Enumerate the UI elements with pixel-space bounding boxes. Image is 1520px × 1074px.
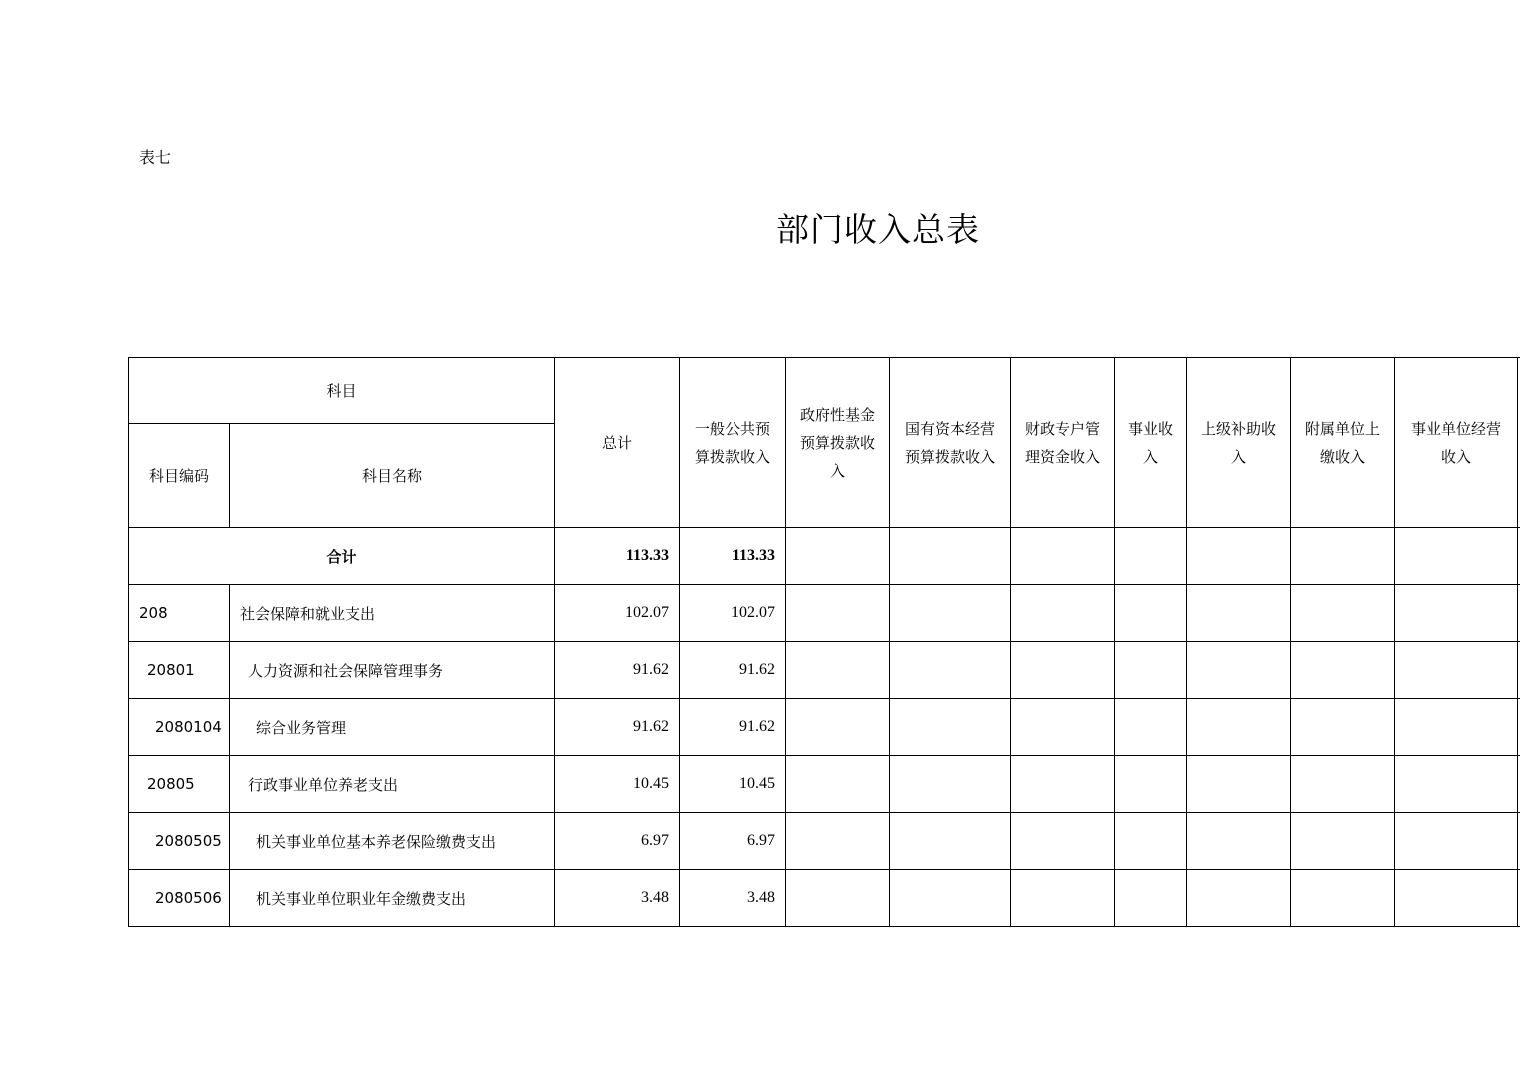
empty-cell (786, 756, 890, 813)
empty-cell (890, 870, 1011, 927)
empty-cell (1395, 528, 1518, 585)
table-label: 表七 (139, 148, 172, 167)
general-budget-cell: 10.45 (680, 756, 786, 813)
subject-name-cell: 行政事业单位养老支出 (230, 756, 555, 813)
table-row (129, 870, 1520, 927)
subject-code-cell: 2080505 (129, 813, 230, 870)
empty-cell (1115, 528, 1187, 585)
empty-cell (1115, 699, 1187, 756)
subject-name-cell: 机关事业单位基本养老保险缴费支出 (230, 813, 555, 870)
general-budget-cell: 6.97 (680, 813, 786, 870)
empty-cell (890, 699, 1011, 756)
gov-fund-header (786, 358, 890, 528)
subject-name-header: 科目名称 (230, 424, 555, 528)
empty-cell (786, 642, 890, 699)
empty-cell (1187, 585, 1291, 642)
empty-cell (1011, 585, 1115, 642)
table-row (129, 585, 1520, 642)
empty-cell (1115, 642, 1187, 699)
subject-code-cell: 20801 (129, 642, 230, 699)
empty-cell (1395, 585, 1518, 642)
empty-cell (1291, 528, 1395, 585)
subject-name-cell: 社会保障和就业支出 (230, 585, 555, 642)
general-budget-cell: 3.48 (680, 870, 786, 927)
empty-cell (1291, 585, 1395, 642)
empty-cell (1395, 756, 1518, 813)
empty-cell (1291, 699, 1395, 756)
total-cell: 3.48 (555, 870, 680, 927)
empty-cell (890, 528, 1011, 585)
page-title: 部门收入总表 (776, 210, 980, 249)
empty-cell (1187, 642, 1291, 699)
superior-subsidy-header (1187, 358, 1291, 528)
affiliated-remit-header-line-2: 缴收入 (1320, 447, 1366, 466)
institution-operating-header (1395, 358, 1518, 528)
empty-cell (786, 699, 890, 756)
total-row-general-budget: 113.33 (680, 528, 786, 585)
empty-cell (786, 870, 890, 927)
institution-income-header-line-1: 事业收 (1128, 419, 1174, 438)
total-cell: 102.07 (555, 585, 680, 642)
empty-cell (890, 813, 1011, 870)
empty-cell (1395, 870, 1518, 927)
superior-subsidy-header-line-2: 入 (1231, 447, 1247, 466)
total-row (129, 528, 1520, 585)
empty-cell (1291, 756, 1395, 813)
fiscal-special-header (1011, 358, 1115, 528)
gov-fund-header-line-1: 政府性基金 (800, 405, 876, 424)
empty-cell (786, 585, 890, 642)
empty-cell (1187, 756, 1291, 813)
total-cell: 6.97 (555, 813, 680, 870)
gov-fund-header-line-3: 入 (830, 461, 846, 480)
affiliated-remit-header-line-1: 附属单位上 (1305, 419, 1381, 438)
table-row (129, 699, 1520, 756)
general-budget-header-line-2: 算拨款收入 (695, 447, 771, 466)
subject-code-cell: 208 (129, 585, 230, 642)
general-budget-cell: 91.62 (680, 642, 786, 699)
general-budget-header (680, 358, 786, 528)
total-cell: 91.62 (555, 642, 680, 699)
empty-cell (1115, 870, 1187, 927)
empty-cell (786, 528, 890, 585)
table-row (129, 642, 1520, 699)
empty-cell (1011, 642, 1115, 699)
empty-cell (890, 756, 1011, 813)
fiscal-special-header-line-1: 财政专户管 (1025, 419, 1101, 438)
subject-code-cell: 2080104 (129, 699, 230, 756)
general-budget-cell: 102.07 (680, 585, 786, 642)
state-capital-header-line-2: 预算拨款收入 (905, 447, 996, 466)
empty-cell (786, 813, 890, 870)
empty-cell (1115, 585, 1187, 642)
empty-cell (1187, 528, 1291, 585)
empty-cell (1291, 813, 1395, 870)
empty-cell (1115, 813, 1187, 870)
total-row-label: 合计 (129, 528, 555, 585)
empty-cell (1395, 642, 1518, 699)
total-header: 总计 (555, 358, 680, 528)
subject-name-cell: 机关事业单位职业年金缴费支出 (230, 870, 555, 927)
subject-code-header: 科目编码 (129, 424, 230, 528)
subject-code-cell: 2080506 (129, 870, 230, 927)
fiscal-special-header-line-2: 理资金收入 (1025, 447, 1101, 466)
table-row (129, 756, 1520, 813)
general-budget-cell: 91.62 (680, 699, 786, 756)
empty-cell (1011, 699, 1115, 756)
total-row-total: 113.33 (555, 528, 680, 585)
institution-income-header (1115, 358, 1187, 528)
institution-operating-header-line-2: 收入 (1441, 447, 1472, 466)
empty-cell (1187, 813, 1291, 870)
total-cell: 91.62 (555, 699, 680, 756)
empty-cell (1011, 756, 1115, 813)
empty-cell (1291, 642, 1395, 699)
empty-cell (1395, 699, 1518, 756)
empty-cell (1115, 756, 1187, 813)
empty-cell (1187, 699, 1291, 756)
empty-cell (890, 585, 1011, 642)
empty-cell (1395, 813, 1518, 870)
subject-code-cell: 20805 (129, 756, 230, 813)
total-cell: 10.45 (555, 756, 680, 813)
subject-group-header: 科目 (129, 358, 555, 424)
empty-cell (1011, 813, 1115, 870)
empty-cell (1187, 870, 1291, 927)
empty-cell (1011, 870, 1115, 927)
superior-subsidy-header-line-1: 上级补助收 (1201, 419, 1277, 438)
empty-cell (1011, 528, 1115, 585)
empty-cell (1291, 870, 1395, 927)
state-capital-header-line-1: 国有资本经营 (905, 419, 996, 438)
institution-income-header-line-2: 入 (1143, 447, 1159, 466)
table-row (129, 813, 1520, 870)
income-summary-table (128, 357, 1520, 927)
gov-fund-header-line-2: 预算拨款收 (800, 433, 876, 452)
subject-name-cell: 人力资源和社会保障管理事务 (230, 642, 555, 699)
state-capital-header (890, 358, 1011, 528)
header-row-1 (129, 358, 1520, 424)
affiliated-remit-header (1291, 358, 1395, 528)
general-budget-header-line-1: 一般公共预 (695, 419, 771, 438)
subject-name-cell: 综合业务管理 (230, 699, 555, 756)
institution-operating-header-line-1: 事业单位经营 (1411, 419, 1502, 438)
empty-cell (890, 642, 1011, 699)
